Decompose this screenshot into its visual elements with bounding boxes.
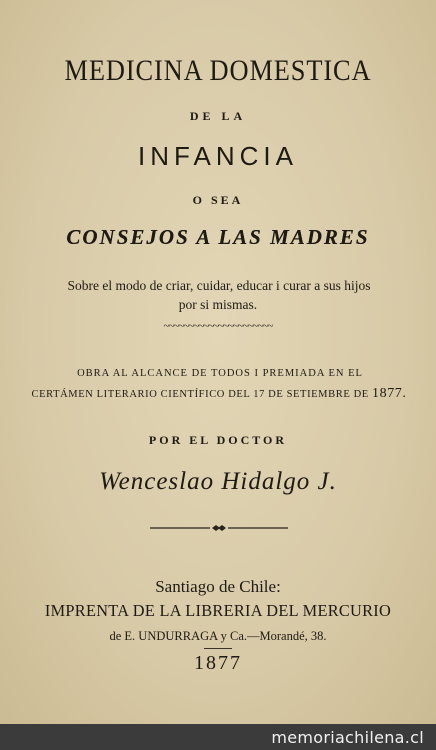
award-line-1: OBRA AL ALCANCE DE TODOS I PREMIADA EN EL: [77, 368, 363, 379]
imprint-address: de E. UNDURRAGA y Ca.—Morandé, 38.: [109, 629, 327, 643]
wavy-ornament: ~~~~~~~~~~~~~~~~~~~~~~: [163, 320, 273, 332]
watermark-link[interactable]: memoriachilena.cl: [271, 728, 424, 747]
award-year: 1877.: [372, 386, 407, 401]
year-rule: [204, 648, 232, 649]
subtitle-line-2: por si mismas.: [178, 297, 258, 312]
footer-bar: [0, 724, 436, 750]
author-prefix: POR EL DOCTOR: [148, 433, 288, 447]
award-line-2: [14, 386, 424, 402]
title-connector-o-sea: O SEA: [192, 193, 244, 207]
main-title: MEDICINA DOMESTICA: [64, 54, 372, 87]
award-line-2-text: CERTÁMEN LITERARIO CIENTÍFICO DEL 17 DE SETIEMBRE DE: [31, 389, 369, 400]
ornamental-divider: [150, 524, 288, 532]
author-name: Wenceslao Hidalgo J.: [99, 468, 337, 495]
title-consejos: CONSEJOS A LAS MADRES: [66, 225, 370, 249]
title-infancia: INFANCIA: [138, 141, 298, 171]
title-connector-de-la: DE LA: [189, 109, 247, 123]
imprint-year: 1877: [194, 652, 242, 674]
subtitle-line-1: Sobre el modo de criar, cuidar, educar i curar a sus hijos: [67, 278, 371, 293]
imprint-place: Santiago de Chile:: [155, 577, 281, 596]
imprint-press: IMPRENTA DE LA LIBRERIA DEL MERCURIO: [44, 601, 392, 620]
